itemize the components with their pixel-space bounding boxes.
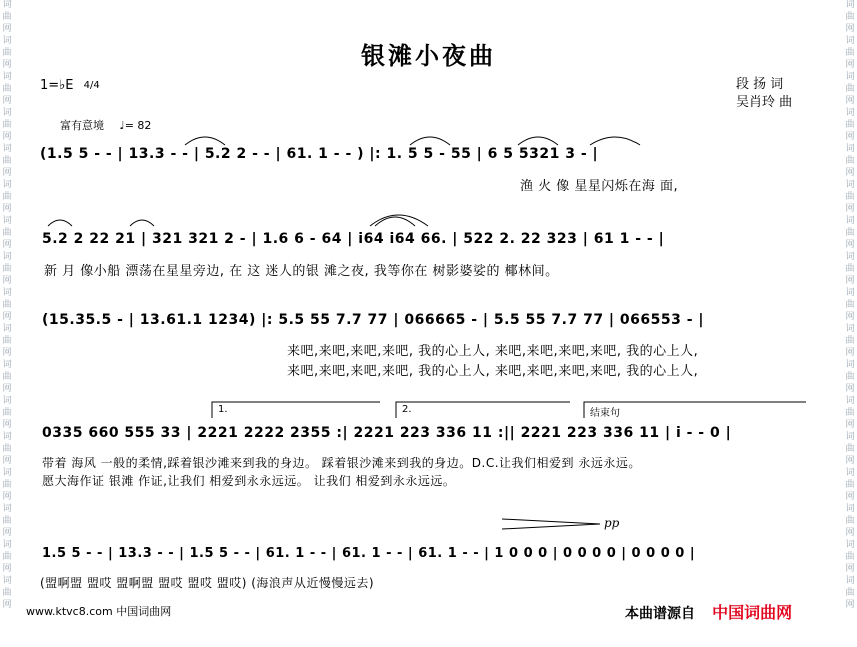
watermark-char: 词 [2,504,12,514]
watermark-char: 曲 [845,480,855,490]
row3-lyrics-verse2: 来吧,来吧,来吧,来吧, 我的心上人, 来吧,来吧,来吧,来吧, 我的心上人, [287,364,699,379]
watermark-char: 网 [2,168,12,178]
row5-notation: 1.5 5 - - | 13.3 - - | 1.5 5 - - | 61. 1 - - | 61. 1 - - | 61. 1 - - | 1 0 0 0 | 0 0 0 0 | 0 0 0 0 | [42,546,696,561]
watermark-char: 词 [2,252,12,262]
watermark-char: 网 [845,456,855,466]
watermark-char: 网 [2,492,12,502]
watermark-char: 词 [2,468,12,478]
watermark-char: 曲 [2,192,12,202]
volta-second: 2. [402,404,412,415]
watermark-char: 网 [2,204,12,214]
watermark-char: 词 [845,324,855,334]
footer-site-name[interactable]: 中国词曲网 [712,603,793,622]
watermark-char: 词 [845,288,855,298]
watermark-char: 网 [2,132,12,142]
right-watermark-strip [843,0,857,647]
watermark-char: 词 [2,540,12,550]
watermark-char: 曲 [2,264,12,274]
watermark-char: 网 [2,240,12,250]
key-signature [40,78,100,93]
credits [736,76,792,112]
watermark-char: 曲 [2,120,12,130]
watermark-char: 词 [2,576,12,586]
watermark-char: 网 [2,456,12,466]
watermark-char: 曲 [2,228,12,238]
tempo-value: ♩= 82 [119,119,152,132]
watermark-char: 网 [845,492,855,502]
watermark-char: 网 [845,60,855,70]
watermark-char: 词 [2,180,12,190]
watermark-char: 词 [2,324,12,334]
watermark-char: 网 [845,168,855,178]
row2-lyrics: 新 月 像小船 漂荡在星星旁边, 在 这 迷人的银 滩之夜, 我等你在 树影婆娑的 椰林间。 [44,264,559,279]
left-watermark-strip [0,0,14,647]
watermark-char: 词 [2,72,12,82]
watermark-char: 曲 [2,12,12,22]
volta-first: 1. [218,404,228,415]
watermark-char: 网 [845,312,855,322]
row5-lyrics: (盟啊盟 盟哎 盟啊盟 盟哎 盟哎 盟哎) (海浪声从近慢慢远去) [40,576,375,590]
watermark-char: 词 [2,0,12,10]
watermark-char: 曲 [2,48,12,58]
dynamic-mark: pp [604,516,620,530]
time-signature: 4/4 [83,79,100,91]
volta-brackets [210,400,810,420]
watermark-char: 曲 [845,372,855,382]
watermark-char: 词 [845,216,855,226]
row1-slurs [40,131,820,147]
key-label: 1=♭E [40,78,74,93]
row2-notation: 5.2 2 22 21 | 321 321 2 - | 1.6 6 - 64 | i64 i64 66. | 522 2. 22 323 | 61 1 - - | [42,231,665,247]
watermark-char: 网 [2,384,12,394]
footer-source [625,600,792,623]
watermark-char: 曲 [845,408,855,418]
watermark-char: 网 [845,276,855,286]
watermark-char: 曲 [845,264,855,274]
fadeout-hairpin [500,516,610,532]
watermark-char: 网 [2,24,12,34]
watermark-char: 网 [845,132,855,142]
watermark-char: 网 [2,60,12,70]
watermark-char: 词 [2,396,12,406]
watermark-char: 曲 [2,336,12,346]
watermark-char: 网 [845,204,855,214]
watermark-char: 网 [2,96,12,106]
watermark-char: 词 [845,36,855,46]
watermark-char: 网 [845,384,855,394]
row4-lyrics-verse2: 愿大海作证 银滩 作证,让我们 相爱到永永远远。 让我们 相爱到永永远远。 [42,474,456,488]
composer: 吴肖玲 曲 [736,95,793,110]
watermark-char: 网 [845,24,855,34]
watermark-char: 词 [845,360,855,370]
watermark-char: 曲 [845,84,855,94]
watermark-char: 网 [845,240,855,250]
watermark-char: 词 [845,540,855,550]
watermark-char: 曲 [845,516,855,526]
watermark-char: 词 [845,72,855,82]
row3-notation: (15.35.5 - | 13.61.1 1234) |: 5.5 55 7.7 77 | 066665 - | 5.5 55 7.7 77 | 066553 - | [42,312,705,328]
row3-lyrics-verse1: 来吧,来吧,来吧,来吧, 我的心上人, 来吧,来吧,来吧,来吧, 我的心上人, [287,344,699,359]
watermark-char: 曲 [2,588,12,598]
watermark-char: 词 [845,0,855,10]
watermark-char: 词 [845,144,855,154]
watermark-char: 曲 [845,156,855,166]
watermark-char: 词 [2,144,12,154]
watermark-char: 词 [845,576,855,586]
watermark-char: 网 [2,312,12,322]
footer-url: www.ktvc8.com 中国词曲网 [26,605,172,618]
score-title: 银滩小夜曲 [361,42,496,70]
watermark-char: 网 [2,564,12,574]
watermark-char: 曲 [2,372,12,382]
watermark-char: 词 [845,468,855,478]
watermark-char: 词 [2,36,12,46]
watermark-char: 网 [2,348,12,358]
watermark-char: 曲 [2,444,12,454]
watermark-char: 网 [2,600,12,610]
watermark-char: 网 [845,564,855,574]
watermark-char: 曲 [845,12,855,22]
row1-notation: (1.5 5 - - | 13.3 - - | 5.2 2 - - | 61. 1 - - ) |: 1. 5 5 - 55 | 6 5 5321 3 - | [40,146,599,162]
row4-notation: 0335 660 555 33 | 2221 2222 2355 :| 2221 223 336 11 :|| 2221 223 336 11 | i - - 0 | [42,425,732,441]
row1-lyrics: 渔 火 像 星星闪烁在海 面, [520,179,679,194]
watermark-char: 曲 [2,552,12,562]
watermark-char: 词 [845,180,855,190]
watermark-char: 网 [2,420,12,430]
watermark-char: 网 [2,276,12,286]
watermark-char: 词 [845,504,855,514]
row2-slurs [40,212,820,228]
watermark-char: 网 [845,420,855,430]
watermark-char: 词 [845,432,855,442]
watermark-char: 曲 [2,516,12,526]
watermark-char: 曲 [845,228,855,238]
watermark-char: 网 [845,348,855,358]
volta-ending: 结束句 [590,408,620,419]
row4-lyrics-verse1: 带着 海风 一般的柔情,踩着银沙滩来到我的身边。 踩着银沙滩来到我的身边。D.C.让我们相爱到 永远永远。 [42,456,641,470]
watermark-char: 曲 [2,408,12,418]
watermark-char: 曲 [845,192,855,202]
watermark-char: 词 [845,108,855,118]
watermark-char: 词 [2,108,12,118]
watermark-char: 词 [845,252,855,262]
watermark-char: 曲 [845,300,855,310]
watermark-char: 网 [845,96,855,106]
watermark-char: 词 [2,360,12,370]
watermark-char: 曲 [2,300,12,310]
watermark-char: 曲 [845,48,855,58]
watermark-char: 曲 [845,336,855,346]
watermark-char: 曲 [845,588,855,598]
lyricist: 段 扬 词 [736,77,784,92]
watermark-char: 曲 [2,156,12,166]
watermark-char: 网 [845,600,855,610]
watermark-char: 词 [2,216,12,226]
watermark-char: 词 [2,288,12,298]
watermark-char: 网 [2,528,12,538]
watermark-char: 曲 [2,84,12,94]
tempo-mark: 富有意境 [60,119,104,132]
watermark-char: 曲 [845,444,855,454]
watermark-char: 曲 [2,480,12,490]
watermark-char: 词 [2,432,12,442]
watermark-char: 曲 [845,120,855,130]
watermark-char: 曲 [845,552,855,562]
watermark-char: 网 [845,528,855,538]
watermark-char: 词 [845,396,855,406]
footer-source-label: 本曲谱源自 [625,606,695,622]
